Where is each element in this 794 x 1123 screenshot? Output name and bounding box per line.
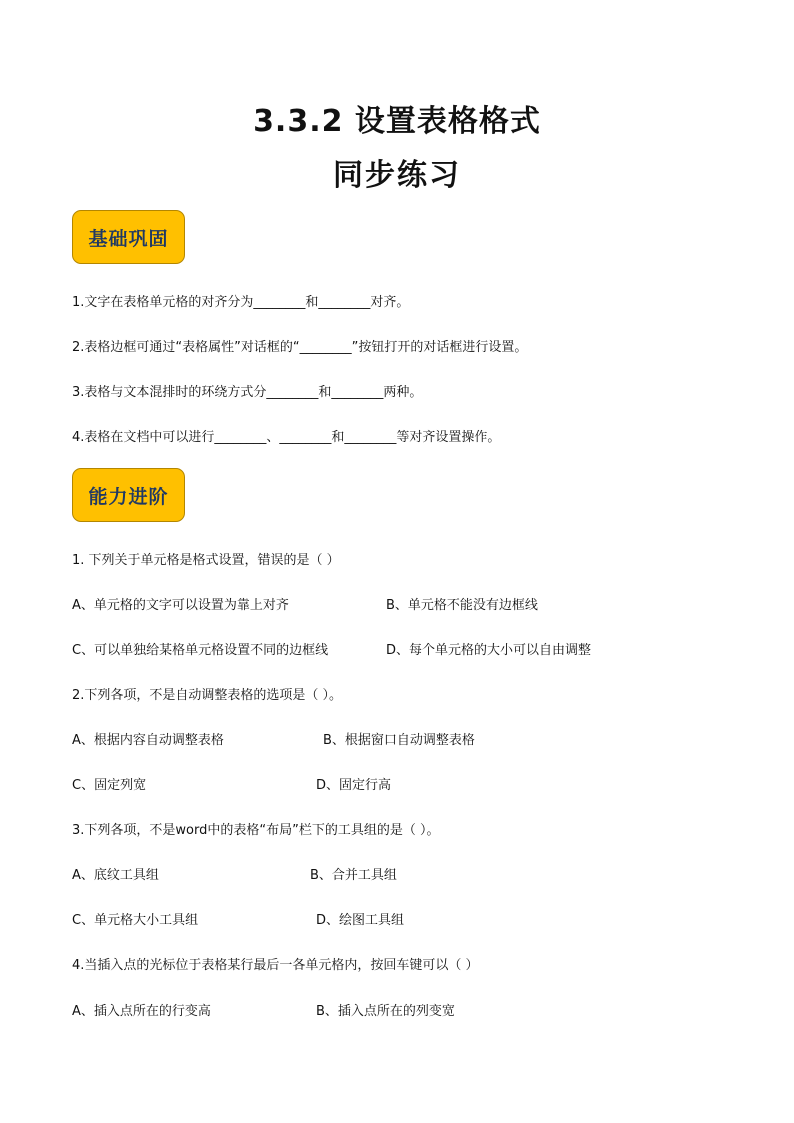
advanced-question-4-stem: 4.当插入点的光标位于表格某行最后一各单元格内，按回车键可以（ ） [72, 958, 479, 973]
section-badge-advanced [72, 468, 185, 522]
q3-option-d: D、绘图工具组 [316, 913, 405, 928]
advanced-question-3-stem: 3.下列各项，不是word中的表格“布局”栏下的工具组的是（ ）。 [72, 823, 440, 838]
basic-question-1: 1.文字在表格单元格的对齐分为________和________对齐。 [72, 295, 410, 310]
q2-option-c: C、固定列宽 [72, 778, 147, 793]
basic-question-2: 2.表格边框可通过“表格属性”对话框的“________”按钮打开的对话框进行设置。 [72, 340, 528, 355]
section-label-advanced: 能力进阶 [88, 485, 169, 508]
q3-option-b: B、合并工具组 [310, 868, 397, 883]
q1-option-a: A、单元格的文字可以设置为靠上对齐 [72, 598, 289, 613]
q4-option-b: B、插入点所在的列变宽 [316, 1004, 455, 1019]
q4-option-a: A、插入点所在的行变高 [72, 1004, 211, 1019]
q1-option-c: C、可以单独给某格单元格设置不同的边框线 [72, 643, 329, 658]
advanced-question-2-stem: 2.下列各项，不是自动调整表格的选项是（ ）。 [72, 688, 343, 703]
q2-option-a: A、根据内容自动调整表格 [72, 733, 224, 748]
section-badge-basic [72, 210, 185, 264]
document-title: 3.3.2 设置表格格式 [253, 104, 541, 139]
basic-question-4: 4.表格在文档中可以进行________、________和________等对齐设置操作。 [72, 430, 501, 445]
section-label-basic: 基础巩固 [88, 227, 169, 250]
document-subtitle: 同步练习 [333, 158, 461, 193]
q1-option-d: D、每个单元格的大小可以自由调整 [386, 643, 592, 658]
q3-option-a: A、底纹工具组 [72, 868, 159, 883]
advanced-question-1-stem: 1. 下列关于单元格是格式设置，错误的是（ ） [72, 553, 340, 568]
q1-option-b: B、单元格不能没有边框线 [386, 598, 538, 613]
q3-option-c: C、单元格大小工具组 [72, 913, 199, 928]
q2-option-d: D、固定行高 [316, 778, 392, 793]
basic-question-3: 3.表格与文本混排时的环绕方式分________和________两种。 [72, 385, 423, 400]
q2-option-b: B、根据窗口自动调整表格 [323, 733, 475, 748]
